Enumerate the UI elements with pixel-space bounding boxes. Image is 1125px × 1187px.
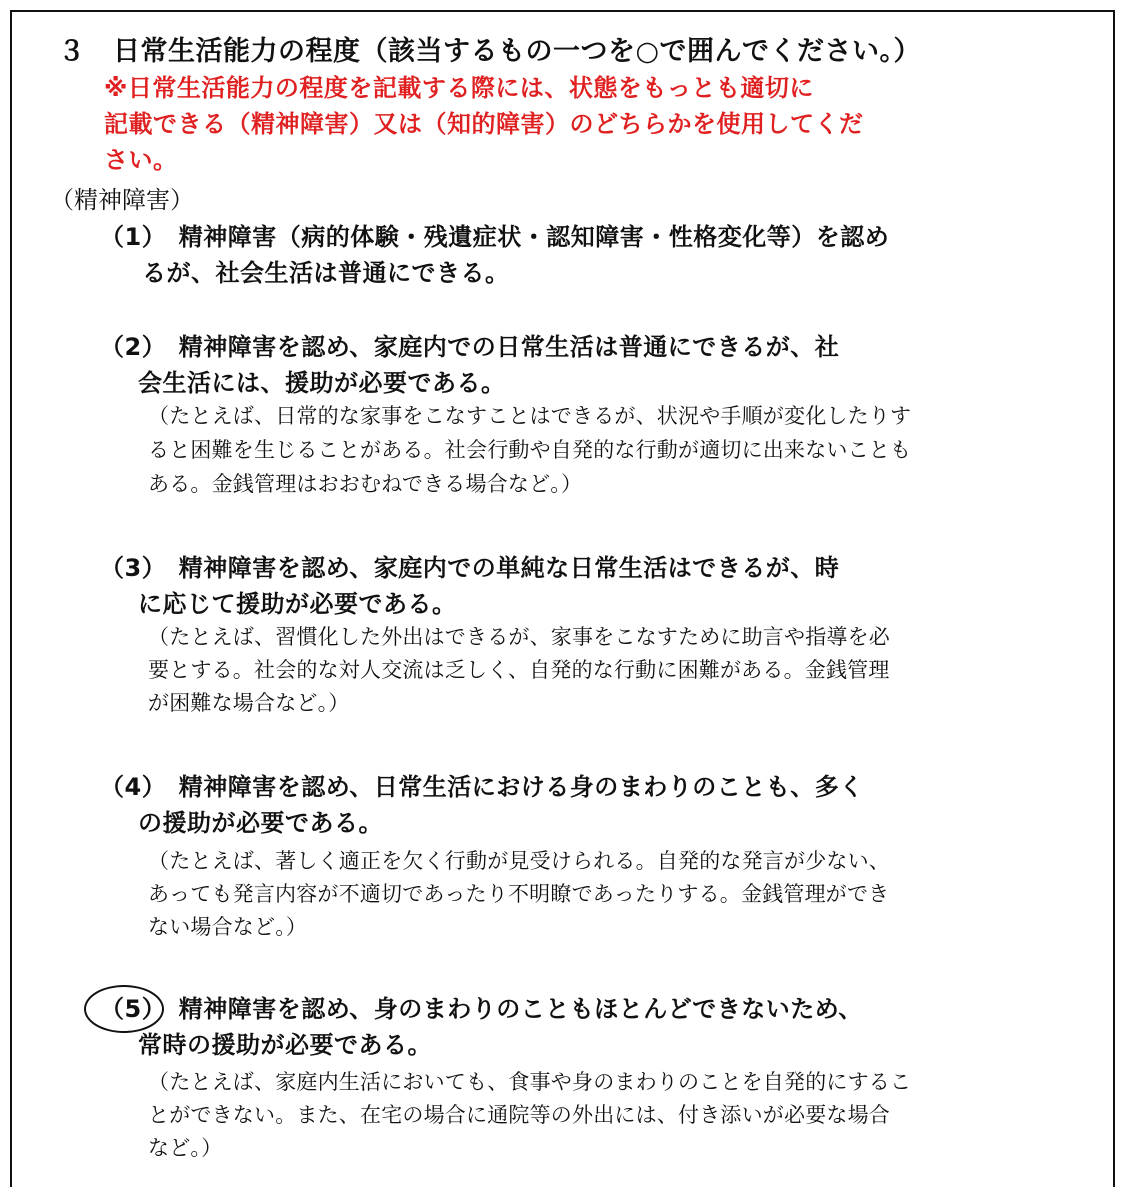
section-heading: ３ 日常生活能力の程度（該当するもの一つを○で囲んでください。）	[58, 36, 922, 67]
instruction-note-line-2: 記載できる（精神障害）又は（知的障害）のどちらかを使用してくだ	[104, 110, 864, 138]
option-2-example-line-1: （たとえば、日常的な家事をこなすことはできるが、状況や手順が変化したりす	[148, 404, 912, 428]
option-3-line-2: に応じて援助が必要である。	[138, 590, 457, 618]
table-border-right	[1113, 10, 1115, 1187]
option-5-line-2: 常時の援助が必要である。	[138, 1031, 432, 1059]
option-3-example-line-3: が困難な場合など。）	[148, 691, 350, 715]
option-5-line-1: （5） 精神障害を認め、身のまわりのこともほとんどできないため、	[100, 995, 863, 1023]
option-3-example-line-1: （たとえば、習慣化した外出はできるが、家事をこなすために助言や指導を必	[148, 625, 890, 649]
option-5-example-line-1: （たとえば、家庭内生活においても、食事や身のまわりのことを自発的にするこ	[148, 1070, 912, 1094]
instruction-note-line-1: ※日常生活能力の程度を記載する際には、状態をもっとも適切に	[104, 74, 814, 102]
option-2-example-line-2: ると困難を生じることがある。社会行動や自発的な行動が適切に出来ないことも	[148, 438, 912, 462]
option-3-line-1: （3） 精神障害を認め、家庭内での単純な日常生活はできるが、時	[100, 554, 840, 582]
category-label: （精神障害）	[50, 186, 194, 214]
option-3-example-line-2: 要とする。社会的な対人交流は乏しく、自発的な行動に困難がある。金銭管理	[148, 658, 890, 682]
option-5-example-line-3: など。）	[148, 1136, 223, 1160]
instruction-note-line-3: さい。	[104, 146, 178, 174]
option-5-example-line-2: とができない。また、在宅の場合に通院等の外出には、付き添いが必要な場合	[148, 1103, 890, 1127]
option-4-example-line-2: あっても発言内容が不適切であったり不明瞭であったりする。金銭管理ができ	[148, 882, 890, 906]
table-border-left	[10, 10, 12, 1187]
option-4-line-2: の援助が必要である。	[138, 809, 383, 837]
option-2-line-1: （2） 精神障害を認め、家庭内での日常生活は普通にできるが、社	[100, 333, 840, 361]
option-1-line-1: （1） 精神障害（病的体験・残遺症状・認知障害・性格変化等）を認め	[100, 223, 890, 251]
option-2-example-line-3: ある。金銭管理はおおむねできる場合など。）	[148, 472, 583, 496]
option-2-line-2: 会生活には、援助が必要である。	[138, 369, 506, 397]
option-4-example-line-1: （たとえば、著しく適正を欠く行動が見受けられる。自発的な発言が少ない、	[148, 849, 890, 873]
option-4-example-line-3: ない場合など。）	[148, 915, 308, 939]
option-4-line-1: （4） 精神障害を認め、日常生活における身のまわりのことも、多く	[100, 773, 864, 801]
option-1-line-2: るが、社会生活は普通にできる。	[142, 259, 510, 287]
table-border-top	[10, 10, 1115, 12]
